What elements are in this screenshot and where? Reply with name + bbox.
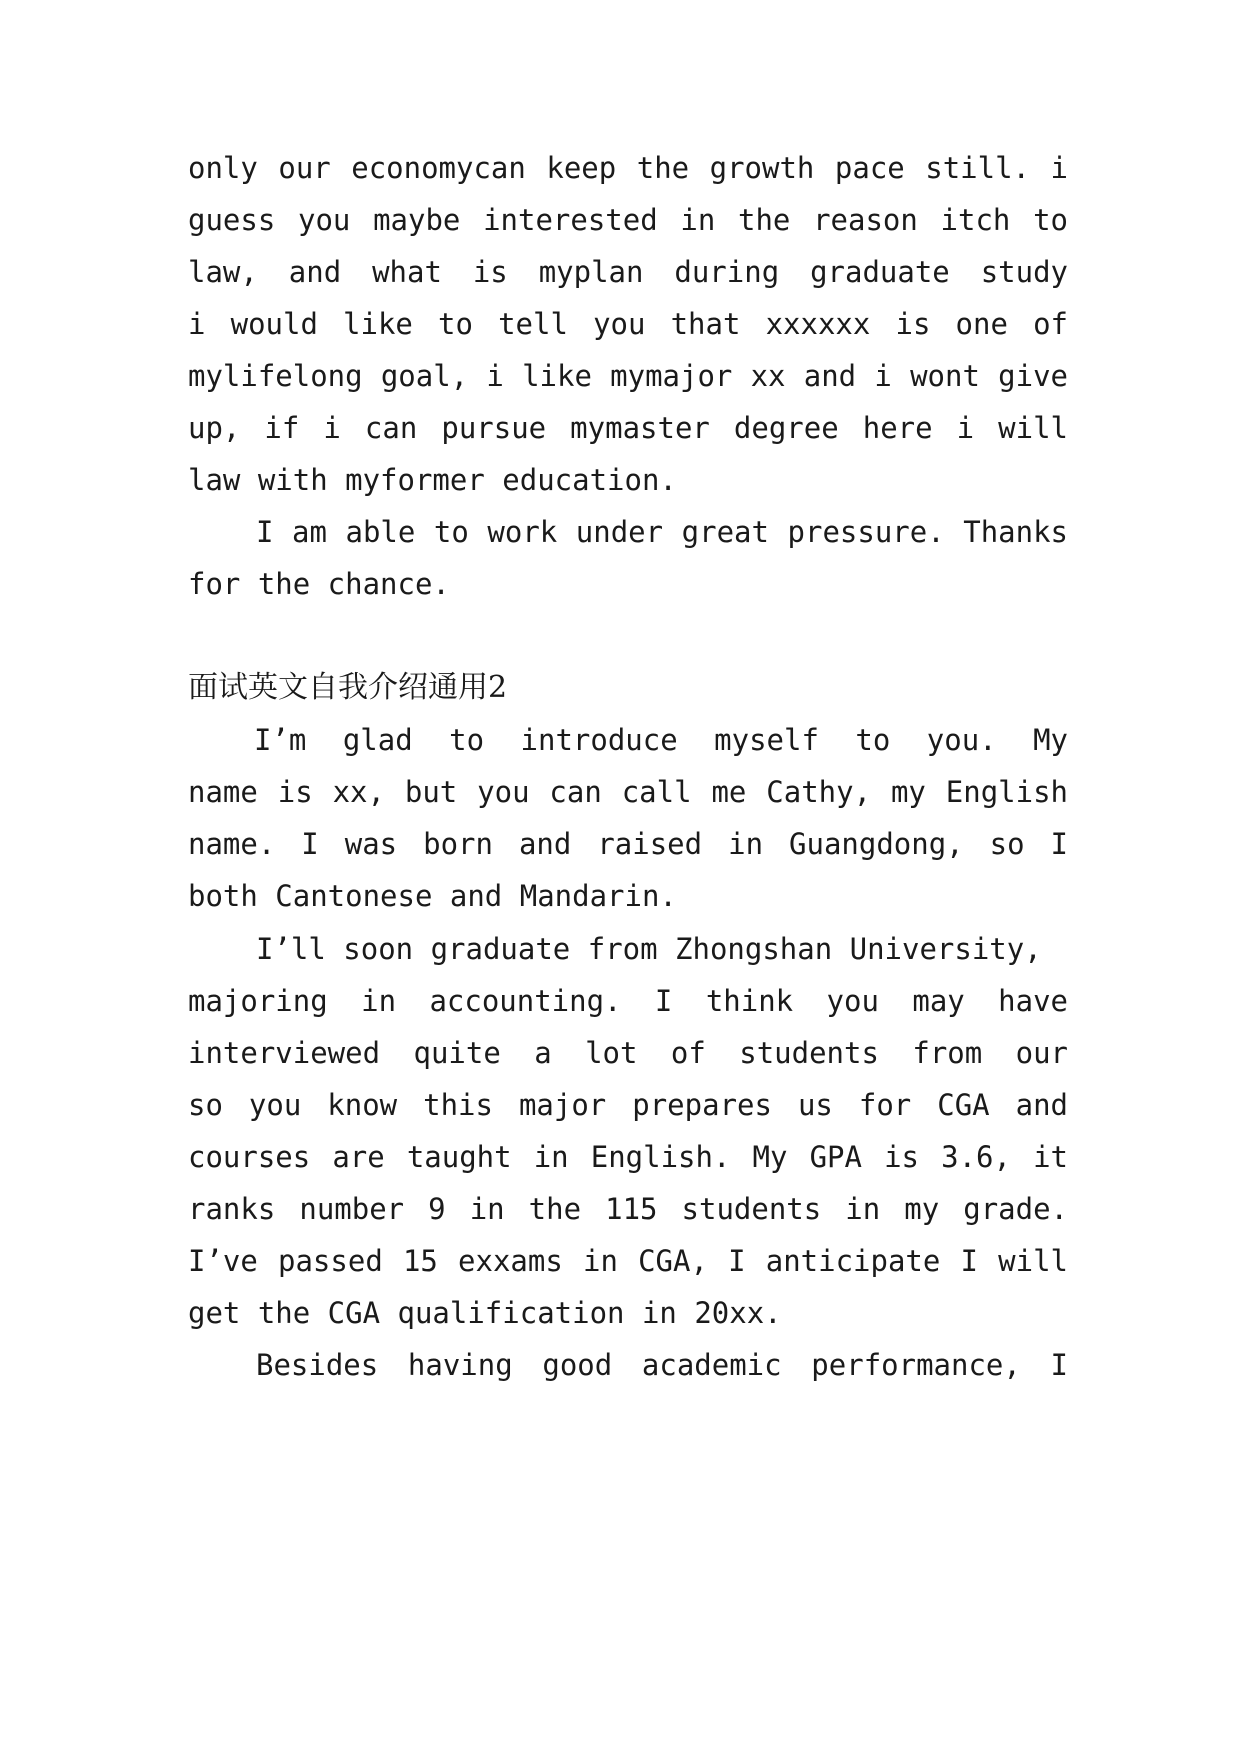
paragraph-1-line-4: i would like to tell you that xxxxxx is one of xyxy=(188,307,1068,341)
paragraph-4-line-5: courses are taught in English. My GPA is 3.6, it xyxy=(188,1140,1068,1174)
paragraph-3-line-1: I’m glad to introduce myself to you. My xyxy=(254,723,1068,757)
paragraph-3-line-2: name is xx, but you can call me Cathy, my English xyxy=(188,775,1068,809)
section-heading: 面试英文自我介绍通用2 xyxy=(188,670,508,705)
paragraph-4-line-6: ranks number 9 in the 115 students in my grade. xyxy=(188,1192,1068,1226)
paragraph-1-line-3: law, and what is myplan during graduate study xyxy=(188,255,1068,289)
paragraph-2-line-1: I am able to work under great pressure. Thanks xyxy=(256,515,1068,549)
paragraph-1-line-6: up, if i can pursue mymaster degree here i will xyxy=(188,411,1068,445)
paragraph-3-line-3: name. I was born and raised in Guangdong, so I xyxy=(188,827,1068,861)
paragraph-5-line-1: Besides having good academic performance, I xyxy=(256,1348,1068,1382)
paragraph-4-line-4: so you know this major prepares us for CGA and xyxy=(188,1088,1068,1122)
paragraph-4-line-2: majoring in accounting. I think you may have xyxy=(188,984,1068,1018)
paragraph-1-line-5: mylifelong goal, i like mymajor xx and i wont give xyxy=(188,359,1068,393)
paragraph-4-line-7: I’ve passed 15 exxams in CGA, I anticipate I will xyxy=(188,1244,1068,1278)
paragraph-1-line-2: guess you maybe interested in the reason itch to xyxy=(188,203,1068,237)
paragraph-4-line-3: interviewed quite a lot of students from our xyxy=(188,1036,1068,1070)
paragraph-4-line-8: get the CGA qualification in 20xx. xyxy=(188,1296,782,1330)
paragraph-2-line-2: for the chance. xyxy=(188,567,450,601)
paragraph-1-line-7: law with myformer education. xyxy=(188,463,677,497)
paragraph-1-line-1: only our economycan keep the growth pace still. i xyxy=(188,151,1068,185)
paragraph-3-line-4: both Cantonese and Mandarin. xyxy=(188,879,677,913)
paragraph-4-line-1: I’ll soon graduate from Zhongshan University, xyxy=(256,932,1042,966)
